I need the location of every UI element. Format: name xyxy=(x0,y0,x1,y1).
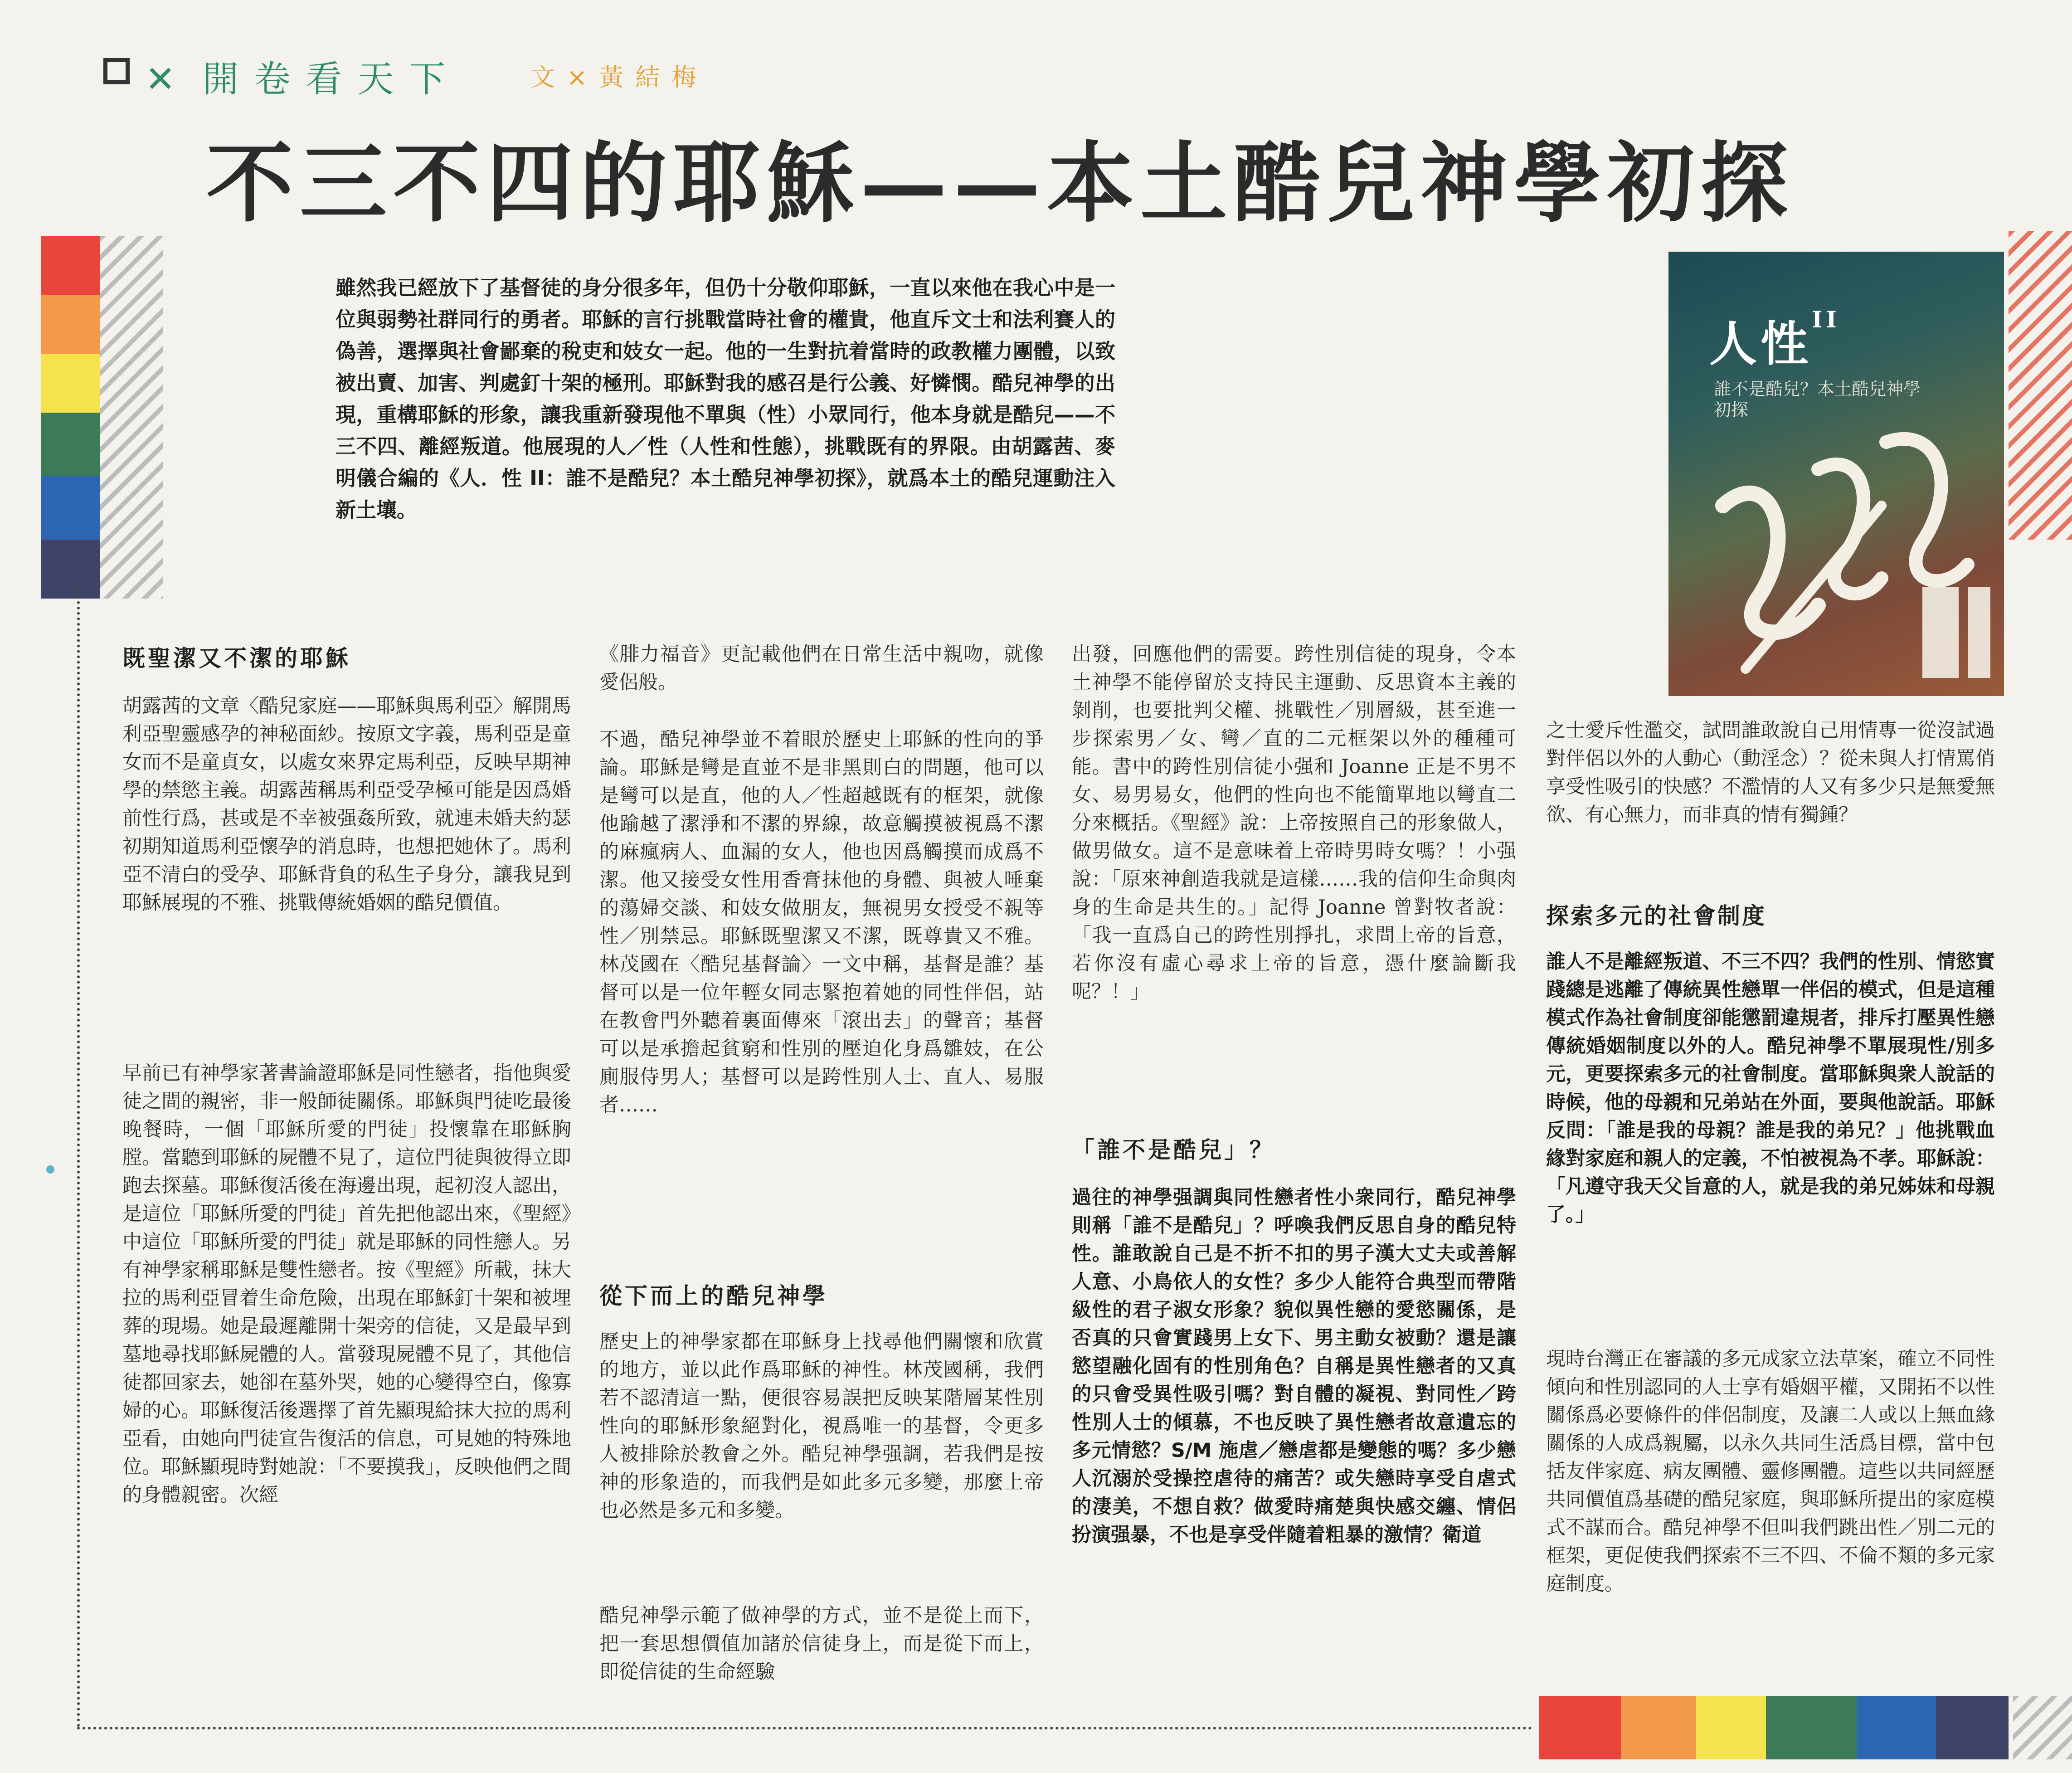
cross-mark-icon: ✕ xyxy=(145,58,176,100)
article-paragraph: 之士愛斥性濫交，試問誰敢說自己用情專一從沒試過對伴侶以外的人動心（動淫念）？從未與人打情罵俏享受性吸引的快感？不濫情的人又有多少只是無愛無欲、有心無力，而非真的情有獨鍾？ xyxy=(1546,719,1995,826)
column-name-text: 開卷看天下 xyxy=(202,58,461,100)
section-heading: 既聖潔又不潔的耶穌 xyxy=(122,645,351,672)
rainbow-blue-block xyxy=(41,476,100,540)
hatch-decoration-left xyxy=(100,236,163,599)
rainbow-orange-block xyxy=(41,295,100,354)
byline: 文×黃結梅 xyxy=(530,63,708,92)
rainbow-red-block xyxy=(1539,1696,1621,1759)
section-heading: 從下而上的酷兒神學 xyxy=(599,1282,828,1309)
rainbow-blue-block xyxy=(1857,1696,1936,1759)
article-paragraph: 早前已有神學家著書論證耶穌是同性戀者，指他與愛徒之間的親密，非一般師徒關係。耶穌與門徒吃最後晚餐時，一個「耶穌所愛的門徒」投懷靠在耶穌胸膛。當聽到耶穌的屍體不見了，這位門徒與彼得立即跑去探墓。耶穌復活後在海邊出現，起初沒人認出，是這位「耶穌所愛的門徒」首先把他認出來，《聖經》中這位「耶穌所愛的門徒」就是耶穌的同性戀人。另有神學家稱耶穌是雙性戀者。按《聖經》所載，抹大拉的馬利亞冒着生命危險，出現在耶穌釘十架和被埋葬的現場。她是最遲離開十架旁的信徒，又是最早到墓地尋找耶穌屍體的人。當發現屍體不見了，其他信徒都回家去，她卻在墓外哭，她的心變得空白，像寡婦的心。耶穌復活後選擇了首先顯現給抹大拉的馬利亞看，由她向門徒宣告復活的信息，可見她的特殊地位。耶穌顯現時對她說：「不要摸我」，反映他們之間的身體親密。次經 xyxy=(122,1062,571,1506)
rainbow-green-block xyxy=(41,413,100,476)
book-cover-title-text: 人性 xyxy=(1709,316,1812,372)
rainbow-yellow-block xyxy=(1696,1696,1766,1759)
hatch-decoration-right xyxy=(2009,231,2072,540)
section-heading: 探索多元的社會制度 xyxy=(1546,903,1766,929)
article-paragraph: 《腓力福音》更記載他們在日常生活中親吻，就像愛侶般。 xyxy=(599,643,1044,694)
article-paragraph: 歷史上的神學家都在耶穌身上找尋他們關懷和欣賞的地方，並以此作爲耶穌的神性。林茂國稱，我們若不認清這一點，便很容易誤把反映某階層某性別性向的耶穌形象絕對化，視爲唯一的基督，令更多人被排除於教會之外。酷兒神學强調，若我們是按神的形象造的，而我們是如此多元多變，那麼上帝也必然是多元和多變。 xyxy=(599,1330,1044,1522)
hatch-decoration-bottom xyxy=(2013,1696,2072,1759)
rainbow-purple-block xyxy=(41,540,100,599)
article-paragraph-bold: 過往的神學强調與同性戀者性小衆同行，酷兒神學則稱「誰不是酷兒」？呼喚我們反思自身的酷兒特性。誰敢說自己是不折不扣的男子漢大丈夫或善解人意、小鳥依人的女性？多少人能符合典型而帶階級性的君子淑女形象？貌似異性戀的愛慾關係，是否真的只會實踐男上女下、男主動女被動？還是讓慾望融化固有的性別角色？自稱是異性戀者的又真的只會受異性吸引嗎？對自體的凝視、對同性／跨性別人士的傾慕，不也反映了異性戀者故意遺忘的多元情慾？S/M 施虐／戀虐都是變態的嗎？多少戀人沉溺於受操控虐待的痛苦？或失戀時享受自虐式的淒美，不想自救？做愛時痛楚與快感交纏、情侶扮演强暴，不也是享受伴隨着粗暴的激情？衛道 xyxy=(1072,1186,1516,1546)
column-checkbox-icon xyxy=(103,58,130,84)
column-name xyxy=(145,50,461,102)
dotted-border-left xyxy=(77,585,80,1728)
book-cover-calligraphy-icon xyxy=(1668,252,2004,696)
rainbow-orange-block xyxy=(1621,1696,1696,1759)
article-paragraph: 不過，酷兒神學並不着眼於歷史上耶穌的性向的爭論。耶穌是彎是直並不是非黑則白的問題，他可以是彎可以是直，他的人／性超越既有的框架，就像他踰越了潔淨和不潔的界線，故意觸摸被視爲不潔的麻瘋病人、血漏的女人，他也因爲觸摸而成爲不潔。他又接受女性用香膏抹他的身體、與被人唾棄的蕩婦交談、和妓女做朋友，無視男女授受不親等性／別禁忌。耶穌既聖潔又不潔，既尊貴又不雅。林茂國在〈酷兒基督論〉一文中稱，基督是誰？基督可以是一位年輕女同志緊抱着她的同性伴侶，站在教會門外聽着裏面傳來「滾出去」的聲音；基督可以是承擔起貧窮和性別的壓迫化身爲雛妓，在公廁服侍男人；基督可以是跨性別人士、直人、易服者…… xyxy=(599,728,1044,1116)
article-paragraph: 現時台灣正在審議的多元成家立法草案，確立不同性傾向和性別認同的人士享有婚姻平權，又開拓不以性關係爲必要條件的伴侶制度，及讓二人或以上無血緣關係的人成爲親屬，以永久共同生活爲目標，當中包括友伴家庭、病友團體、靈修團體。這些以共同經歷共同價值爲基礎的酷兒家庭，與耶穌所提出的家庭模式不謀而合。酷兒神學不但叫我們跳出性／別二元的框架，更促使我們探索不三不四、不倫不類的多元家庭制度。 xyxy=(1546,1348,1995,1595)
rainbow-red-block xyxy=(41,236,100,295)
rainbow-yellow-block xyxy=(41,354,100,413)
book-cover-title-sup: II xyxy=(1812,306,1840,333)
book-cover-image xyxy=(1668,252,2004,696)
book-cover-subtitle: 誰不是酷兒？本土酷兒神學初探 xyxy=(1714,379,1921,420)
dotted-border-bottom xyxy=(77,1727,1532,1729)
section-heading: 「誰不是酷兒」？ xyxy=(1072,1136,1275,1163)
article-paragraph: 出發，回應他們的需要。跨性別信徒的現身，令本土神學不能停留於支持民主運動、反思資本主義的剝削，也要批判父權、挑戰性／別層級，甚至進一步探索男／女、彎／直的二元框架以外的種種可能。書中的跨性別信徒小强和 Joanne 正是不男不女、易男易女，他們的性向也不能簡單地以彎直二分來概括。《聖經》說：上帝按照自己的形象做人，做男做女。這不是意味着上帝時男時女嗎？！小强說：「原來神創造我就是這樣……我的信仰生命與肉身的生命是共生的。」記得 Joanne 曾對牧者說：「我一直爲自己的跨性別掙扎，求問上帝的旨意，若你沒有虛心尋求上帝的旨意，憑什麼論斷我呢？！」 xyxy=(1072,643,1516,1003)
article-paragraph: 酷兒神學示範了做神學的方式，並不是從上而下，把一套思想價值加諸於信徒身上，而是從下而上，即從信徒的生命經驗 xyxy=(599,1604,1044,1683)
article-paragraph-bold: 誰人不是離經叛道、不三不四？我們的性別、情慾實踐總是逃離了傳統異性戀單一伴侶的模式，但是這種模式作為社會制度卻能懲罰違規者，排斥打壓異性戀傳統婚姻制度以外的人。酷兒神學不單展現性/別多元，更要探索多元的社會制度。當耶穌與衆人說話的時候，他的母親和兄弟站在外面，要與他說話。耶穌反問：「誰是我的母親？誰是我的弟兄？」他挑戰血緣對家庭和親人的定義，不怕被視為不孝。耶穌說：「凡遵守我天父旨意的人，就是我的弟兄姊妹和母親了。」 xyxy=(1546,950,1995,1226)
rainbow-green-block xyxy=(1766,1696,1857,1759)
print-dot xyxy=(46,1165,54,1174)
rainbow-purple-block xyxy=(1936,1696,2009,1759)
article-paragraph: 胡露茜的文章〈酷兒家庭——耶穌與馬利亞〉解開馬利亞聖靈感孕的神秘面紗。按原文字義，馬利亞是童女而不是童貞女，以處女來界定馬利亞，反映早期神學的禁慾主義。胡露茜稱馬利亞受孕極可能是因爲婚前性行爲，甚或是不幸被强姦所致，就連未婚夫約瑟初期知道馬利亞懷孕的消息時，也想把她休了。馬利亞不清白的受孕、耶穌背負的私生子身分，讓我見到耶穌展現的不雅、挑戰傳統婚姻的酷兒價值。 xyxy=(122,695,571,914)
intro-paragraph: 雖然我已經放下了基督徒的身分很多年，但仍十分敬仰耶穌，一直以來他在我心中是一位與弱勢社群同行的勇者。耶穌的言行挑戰當時社會的權貴，他直斥文士和法利賽人的偽善，選擇與社會鄙棄的稅吏和妓女一起。他的一生對抗着當時的政教權力團體，以致被出賣、加害、判處釘十架的極刑。耶穌對我的感召是行公義、好憐憫。酷兒神學的出現，重構耶穌的形象，讓我重新發現他不單與（性）小眾同行，他本身就是酷兒——不三不四、離經叛道。他展現的人／性（人性和性態），挑戰既有的界限。由胡露茜、麥明儀合編的《人．性 II：誰不是酷兒？本土酷兒神學初探》，就爲本土的酷兒運動注入新土壤。 xyxy=(336,276,1115,522)
headline: 不三不四的耶穌——本土酷兒神學初探 xyxy=(206,132,1794,234)
